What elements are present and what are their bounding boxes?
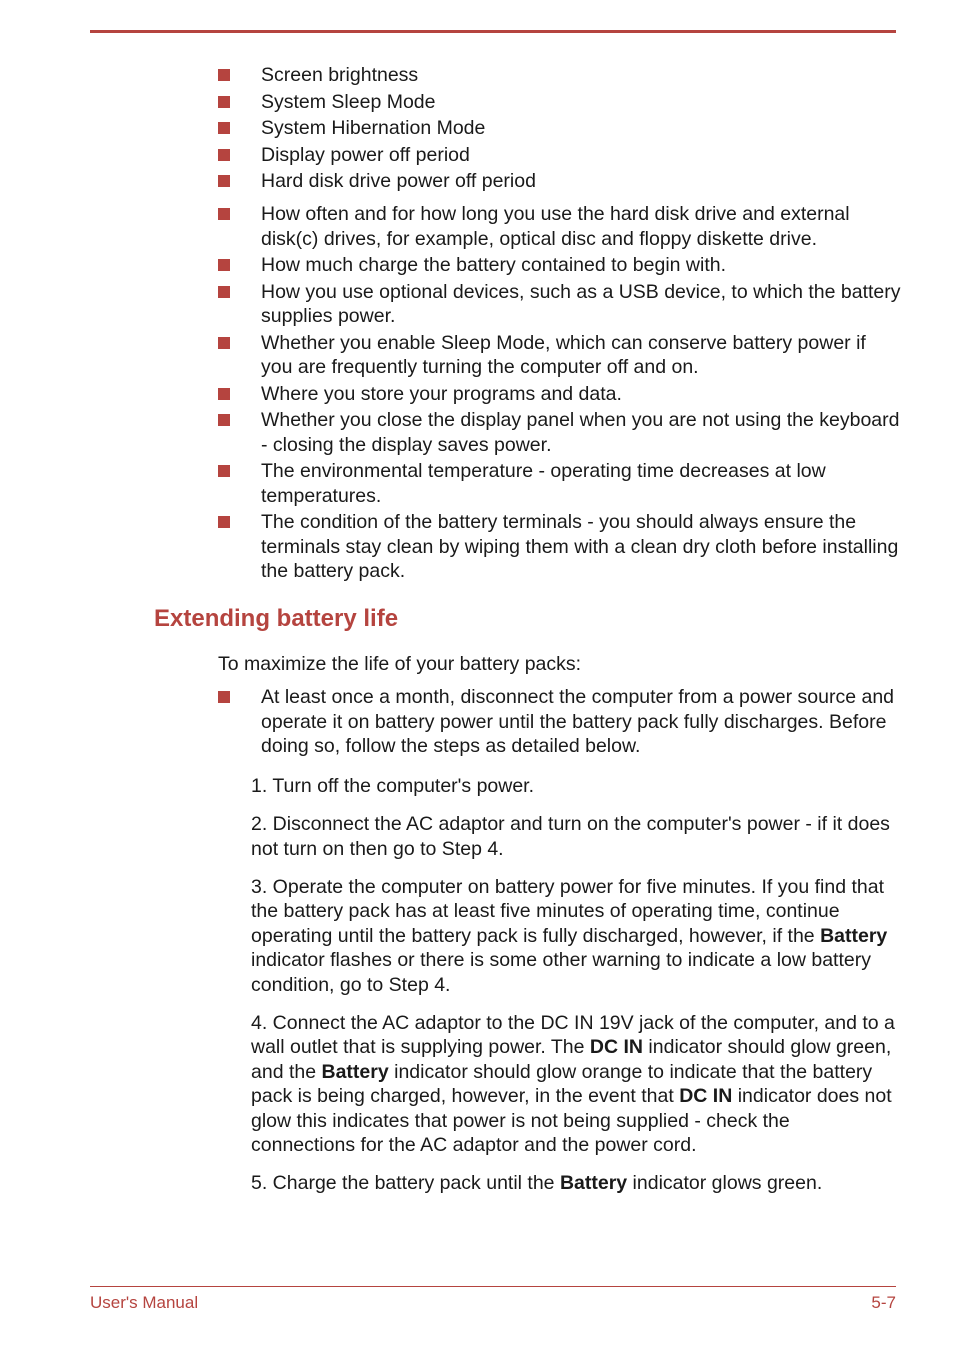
list-item-text: How often and for how long you use the hard disk drive and external disk(c) drives, for example, optical disc and floppy diskette drive.: [261, 203, 850, 250]
list-item: [0, 459, 954, 508]
step-text: indicator glows green.: [627, 1172, 823, 1194]
list-item-text: The environmental temperature - operating time decreases at low temperatures.: [261, 460, 826, 507]
step-text: 4. Connect the AC adaptor to the DC IN 19V jack of the computer, and to a wall outlet that is supplying power. The: [251, 1011, 895, 1058]
dc-in-indicator-term: DC IN: [679, 1085, 733, 1107]
list-item-text: How much charge the battery contained to begin with.: [261, 254, 727, 276]
bullet-square-icon: [218, 175, 230, 187]
bullet-square-icon: [218, 259, 230, 271]
list-item-text: Whether you close the display panel when you are not using the keyboard - closing the display saves power.: [261, 409, 900, 456]
battery-indicator-term: Battery: [321, 1060, 389, 1083]
list-item-text: System Hibernation Mode: [261, 117, 486, 139]
list-item-text: Hard disk drive power off period: [261, 170, 536, 192]
bullet-square-icon: [218, 122, 230, 134]
list-item-text: At least once a month, disconnect the computer from a power source and operate it on battery power until the battery pack fully discharges. Before doing so, follow the steps as detailed below.: [261, 686, 895, 757]
list-item: [0, 685, 954, 759]
bullet-square-icon: [218, 208, 230, 220]
list-item-text: Screen brightness: [261, 64, 419, 86]
list-item: [0, 253, 954, 278]
step-text: indicator flashes or there is some other warning to indicate a low battery condition, go to Step 4.: [251, 949, 871, 996]
footer-rule: [90, 1286, 896, 1287]
step-text: indicator should glow orange to indicate that the battery pack is being charged, however, in the event that: [251, 1060, 873, 1107]
list-item: [0, 280, 954, 329]
battery-indicator-term: Battery: [820, 924, 888, 947]
step-2: 2. Disconnect the AC adaptor and turn on the computer's power - if it does not turn on then go to Step 4.: [251, 813, 890, 860]
list-item-text: Display power off period: [261, 143, 470, 166]
discharge-steps: [251, 774, 896, 1209]
step-4: [251, 1011, 896, 1158]
header-rule: [90, 30, 896, 33]
bullet-square-icon: [218, 516, 230, 528]
bullet-square-icon: [218, 69, 230, 81]
step-text: indicator should glow green, and the: [251, 1036, 892, 1083]
bullet-square-icon: [218, 286, 230, 298]
step-text: 3. Operate the computer on battery power for five minutes. If you find that the battery pack has at least five minutes of operating time, continue operating until the battery pack is fully discharged, however, if the: [251, 875, 884, 947]
list-item: [0, 510, 954, 584]
bullet-square-icon: [218, 414, 230, 426]
battery-indicator-term: Battery: [559, 1172, 628, 1194]
step-5: [251, 1171, 896, 1196]
list-item: [0, 169, 954, 194]
step-text: 5. Charge the battery pack until the: [251, 1172, 560, 1194]
list-item-text: The condition of the battery terminals - you should always ensure the terminals stay clean by wiping them with a clean dry cloth before installing the battery pack.: [261, 511, 899, 582]
step-text: indicator does not glow this indicates that power is not being supplied - check the connections for the AC adaptor and the power cord.: [251, 1085, 892, 1156]
bullet-square-icon: [218, 691, 230, 703]
list-item-text: Whether you enable Sleep Mode, which can conserve battery power if you are frequently turning the computer off and on.: [261, 331, 866, 378]
step-1: 1. Turn off the computer's power.: [251, 775, 535, 797]
battery-life-tips-list: [0, 685, 954, 759]
power-settings-list: [0, 63, 954, 196]
list-item: [0, 408, 954, 457]
list-item: [0, 331, 954, 380]
bullet-square-icon: [218, 96, 230, 108]
battery-factors-list: [0, 202, 954, 586]
list-item: [0, 143, 954, 168]
footer-page-number: 5-7: [871, 1293, 896, 1312]
list-item: [0, 90, 954, 115]
bullet-square-icon: [218, 465, 230, 477]
section-heading: Extending battery life: [154, 605, 399, 632]
bullet-square-icon: [218, 388, 230, 400]
list-item-text: How you use optional devices, such as a USB device, to which the battery supplies power.: [261, 280, 901, 327]
list-item-text: System Sleep Mode: [261, 90, 436, 113]
bullet-square-icon: [218, 149, 230, 161]
list-item: [0, 116, 954, 141]
dc-in-indicator-term: DC IN: [589, 1036, 644, 1058]
list-item: [0, 63, 954, 88]
section-intro: To maximize the life of your battery packs:: [218, 653, 582, 675]
step-3: [251, 875, 896, 998]
list-item: [0, 202, 954, 251]
footer-manual-title: User's Manual: [90, 1293, 199, 1312]
list-item: [0, 382, 954, 407]
bullet-square-icon: [218, 337, 230, 349]
list-item-text: Where you store your programs and data.: [261, 382, 622, 405]
